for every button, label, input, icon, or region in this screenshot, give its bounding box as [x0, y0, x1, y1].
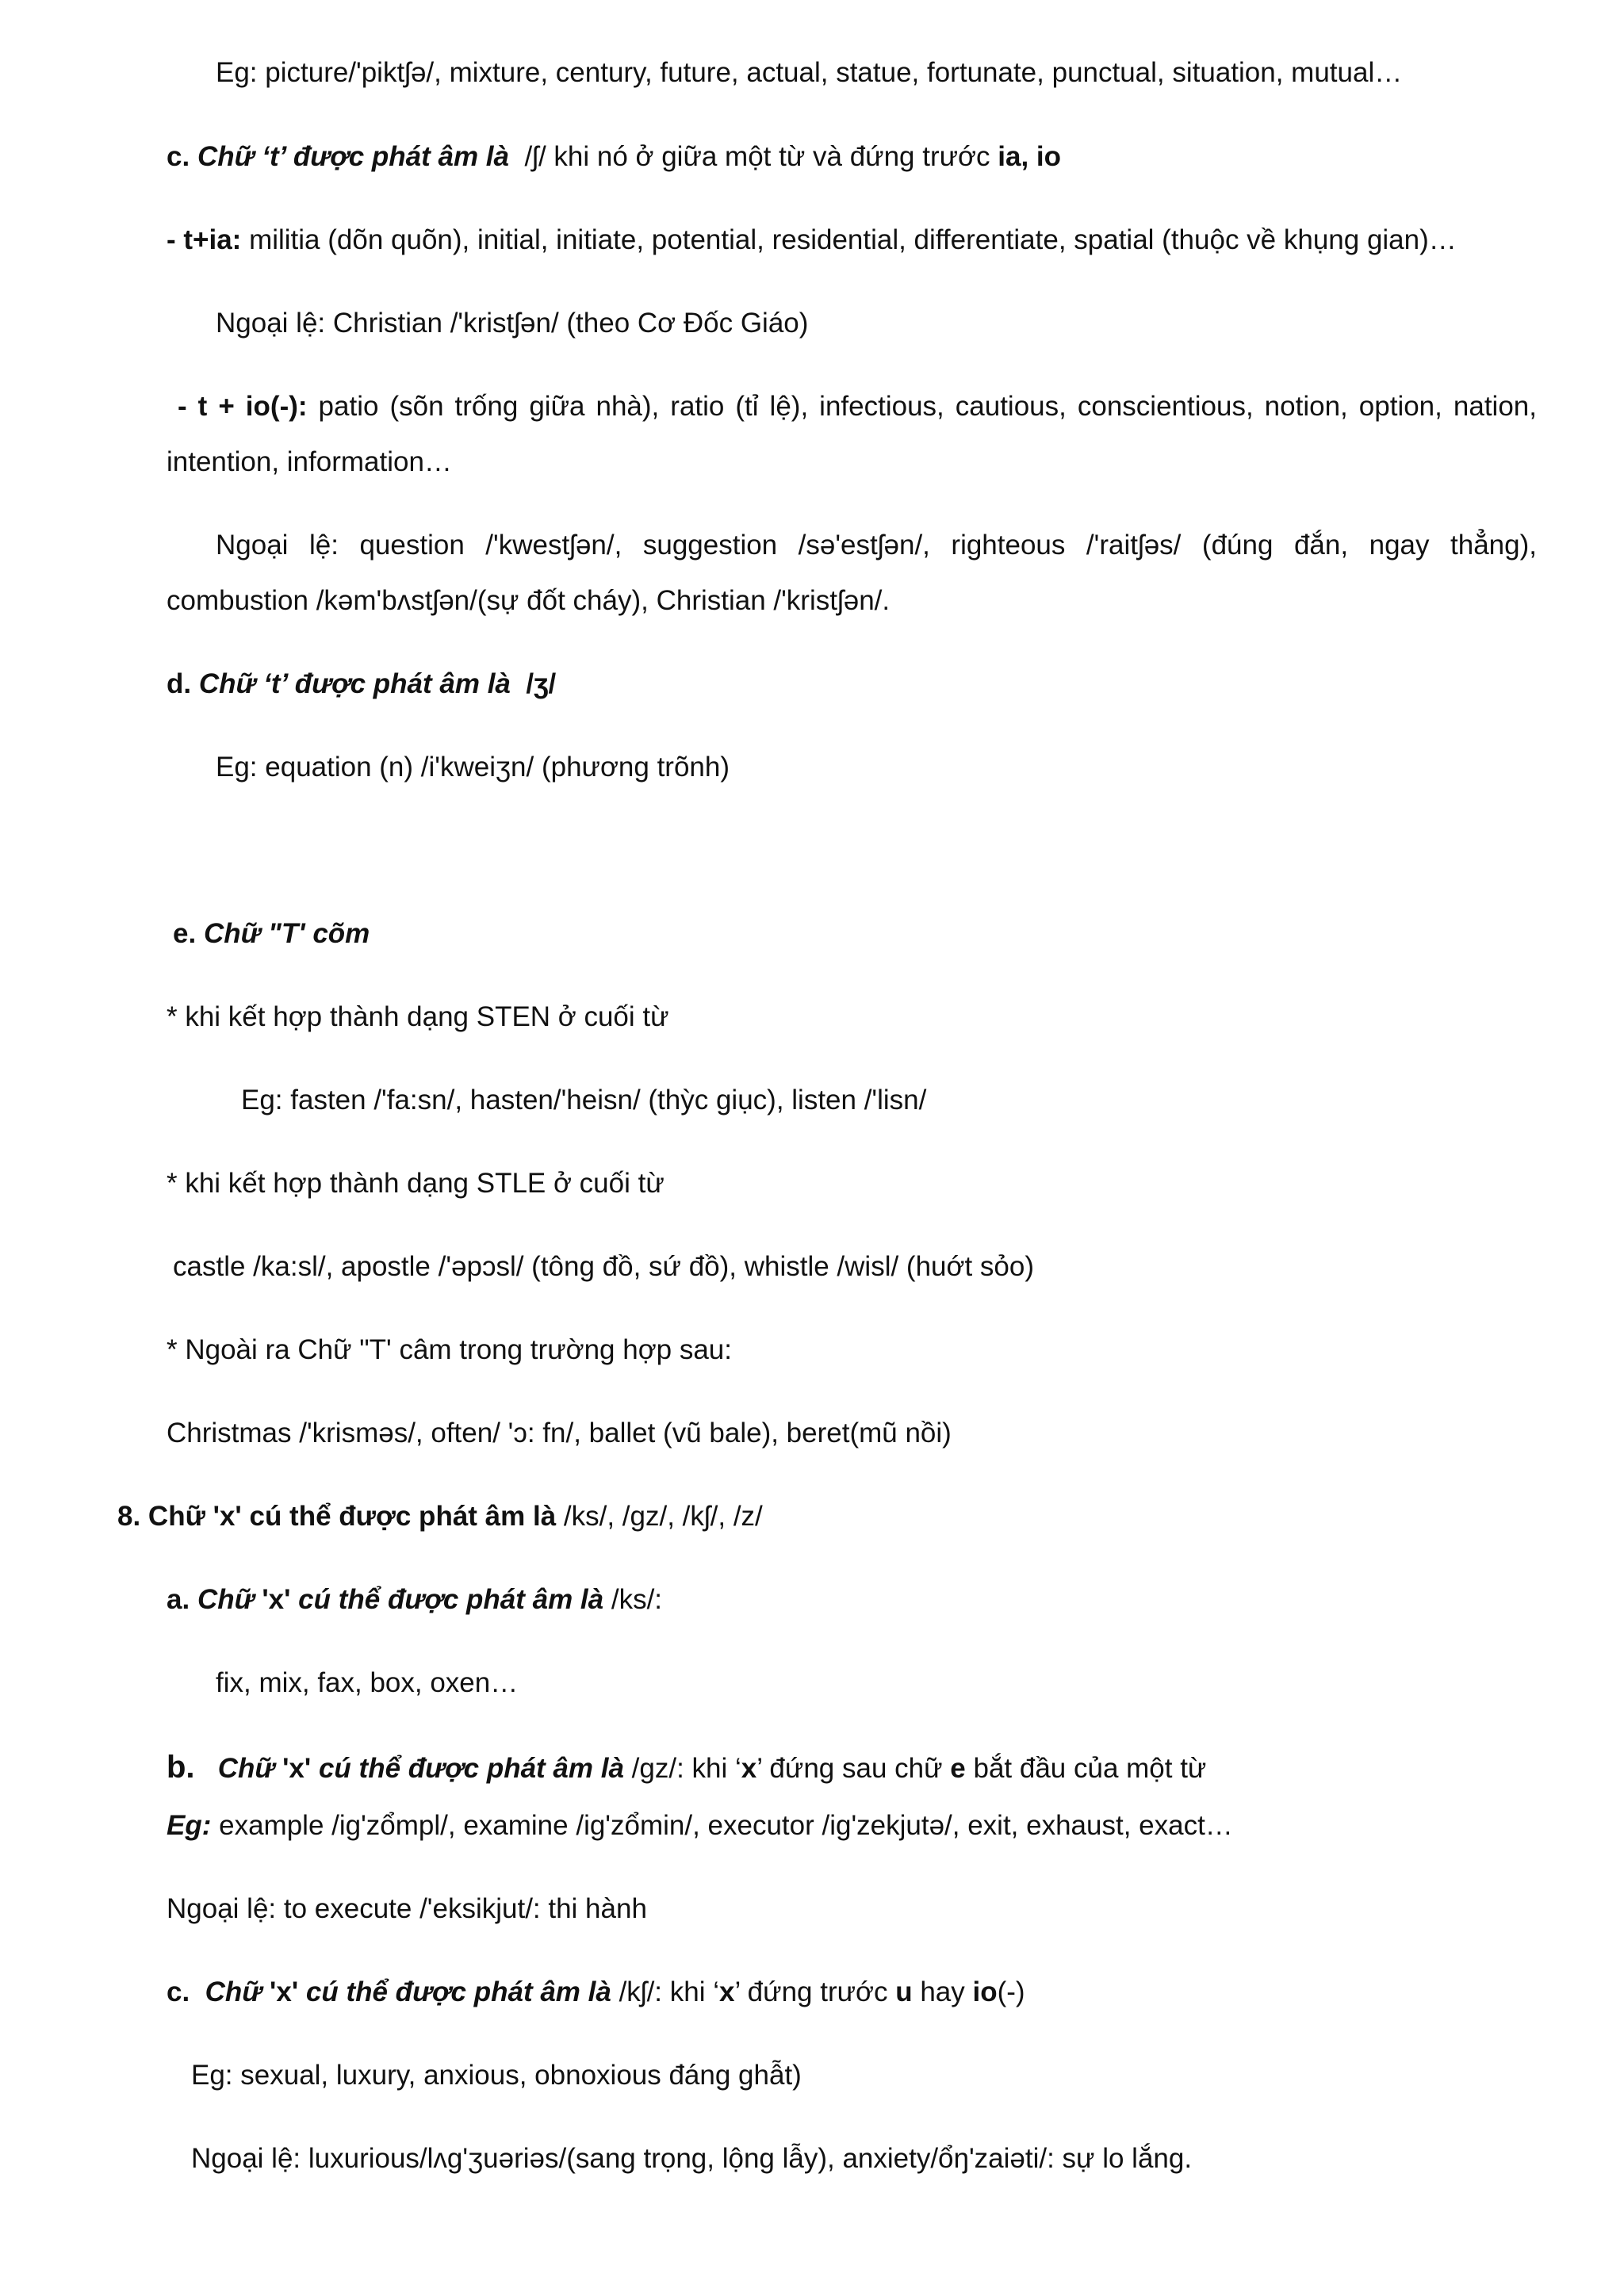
subheading-8a: a. Chữ 'x' cú thể được phát âm là /ks/: [167, 1584, 663, 1615]
exception-line: Ngoại lệ: Christian /'kristʃən/ (theo Cơ Đốc Giáo) [216, 308, 809, 339]
subheading-d: d. Chữ ‘t’ được phát âm là /ʒ/ [167, 668, 557, 699]
rule-other: * Ngoài ra Chữ "T' câm trong trường hợp sau: [167, 1334, 732, 1365]
subheading-c: c. Chữ ‘t’ được phát âm là /ʃ/ khi nó ở giữa một từ và đứng trước ia, io [167, 141, 1061, 172]
example-8a: fix, mix, fax, box, oxen… [216, 1667, 519, 1698]
t-ia-line: - t+ia: militia (dõn quõn), initial, initiate, potential, residential, differentiate, spatial (thuộc về khụng gian)… [167, 224, 1457, 255]
example-8b: Eg: example /ig'zổmpl/, examine /ig'zổmin/, executor /ig'zekjutə/, exit, exhaust, exact… [167, 1810, 1233, 1841]
t-io-line: - t + io(-): patio (sõn trống giữa nhà), ratio (tỉ lệ), infectious, cautious, conscientious, notion, option, nation, [178, 391, 1537, 422]
t-io-line-cont: intention, information… [167, 446, 452, 477]
example-line: Eg: picture/'piktʃə/, mixture, century, future, actual, statue, fortunate, punctual, situation, mutual… [216, 57, 1403, 88]
rule-sten: * khi kết hợp thành dạng STEN ở cuối từ [167, 1001, 669, 1032]
example-line-d: Eg: equation (n) /i'kweiʒn/ (phương trõnh) [216, 752, 730, 783]
subheading-8b: b. Chữ 'x' cú thể được phát âm là /gz/: khi ‘x’ đứng sau chữ e bắt đầu của một từ [167, 1750, 1207, 1785]
exception-line-2: Ngoại lệ: question /'kwestʃən/, suggestion /sə'estʃən/, righteous /'raitʃəs/ (đúng đắn, ngay thẳng), [216, 530, 1537, 561]
exception-line-2-cont: combustion /kəm'bʌstʃən/(sự đốt cháy), Christian /'kristʃən/. [167, 585, 891, 616]
exception-8b: Ngoại lệ: to execute /'eksikjut/: thi hành [167, 1893, 647, 1924]
subheading-8c: c. Chữ 'x' cú thể được phát âm là /kʃ/: khi ‘x’ đứng trước u hay io(-) [167, 1976, 1025, 2007]
example-sten: Eg: fasten /'fa:sn/, hasten/'heisn/ (thỳc giục), listen /'lisn/ [241, 1085, 927, 1115]
example-other: Christmas /'krisməs/, often/ 'ɔ: fn/, ballet (vũ bale), beret(mũ nồi) [167, 1418, 952, 1448]
section-8-heading: 8. Chữ 'x' cú thể được phát âm là /ks/, /gz/, /kʃ/, /z/ [117, 1501, 763, 1532]
subheading-e: e. Chữ "T' cõm [173, 918, 370, 949]
exception-8c: Ngoại lệ: luxurious/lʌg'ʒuəriəs/(sang trọng, lộng lẫy), anxiety/ổŋ'zaiəti/: sự lo lắng. [191, 2143, 1193, 2174]
example-stle: castle /ka:sl/, apostle /'əpɔsl/ (tông đồ, sứ đồ), whistle /wisl/ (huớt sỏo) [173, 1251, 1035, 1282]
example-8c: Eg: sexual, luxury, anxious, obnoxious đáng ghẫt) [191, 2060, 802, 2091]
rule-stle: * khi kết hợp thành dạng STLE ở cuối từ [167, 1168, 665, 1199]
